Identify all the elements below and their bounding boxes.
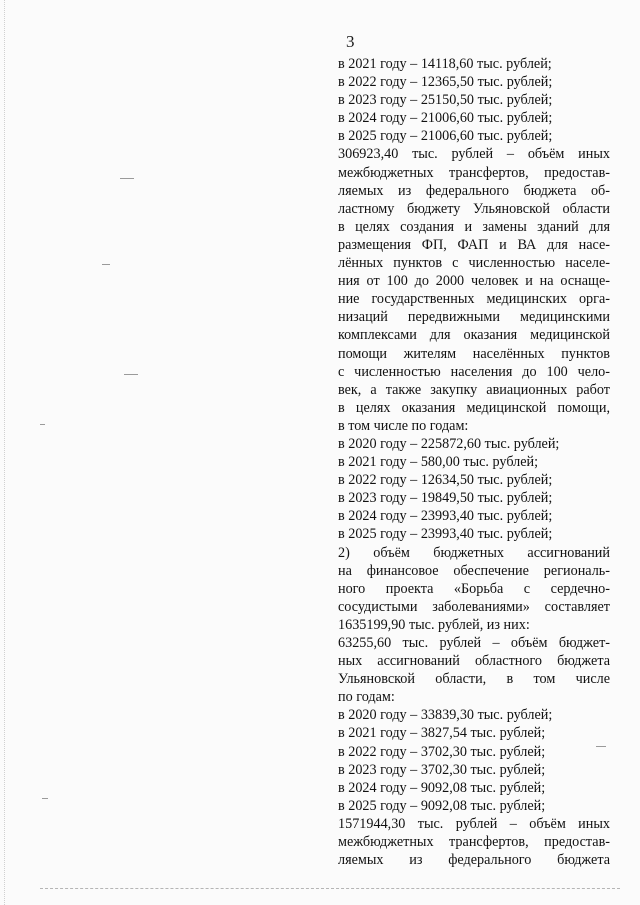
scan-artifact (40, 424, 45, 425)
text-line: лённых пунктов с численностью населе- (338, 255, 610, 272)
page-number: 3 (346, 32, 355, 51)
text-line: в 2020 году – 225872,60 тыс. рублей; (338, 435, 560, 452)
text-line: в 2020 году – 33839,30 тыс. рублей; (338, 707, 553, 724)
text-line: в 2023 году – 3702,30 тыс. рублей; (338, 761, 546, 778)
text-line: на финансовое обеспечение региональ- (338, 562, 610, 579)
text-line: в 2021 году – 14118,60 тыс. рублей; (338, 56, 552, 72)
text-line: век, а также закупку авиационных работ (338, 381, 610, 398)
text-line: помощи жителям населённых пунктов (338, 345, 610, 362)
text-line: Ульяновской области, в том числе (338, 671, 610, 688)
scan-edge-bottom (40, 888, 620, 889)
scan-edge-left (4, 0, 5, 905)
text-line: с численностью населения до 100 чело- (338, 363, 610, 380)
text-line: ния от 100 до 2000 человек и на оснаще- (338, 273, 610, 290)
text-line: в 2025 году – 23993,40 тыс. рублей; (338, 526, 553, 543)
text-line: в том числе по годам: (338, 417, 469, 434)
text-line: в 2025 году – 21006,60 тыс. рублей; (338, 128, 553, 145)
text-line: ных ассигнований областного бюджета (338, 653, 610, 670)
text-line: в 2022 году – 3702,30 тыс. рублей; (338, 743, 546, 760)
text-line: межбюджетных трансфертов, предостав- (338, 164, 610, 181)
text-line: в 2023 году – 25150,50 тыс. рублей; (338, 92, 553, 109)
text-line: ного проекта «Борьба с сердечно- (338, 580, 610, 597)
text-line: ляемых из федерального бюджета об- (338, 182, 610, 199)
text-line: сосудистыми заболеваниями» составляет (338, 598, 610, 615)
scan-artifact (102, 264, 110, 265)
text-line: низаций передвижными медицинскими (338, 309, 610, 326)
scan-artifact (120, 178, 134, 179)
text-line: в 2024 году – 23993,40 тыс. рублей; (338, 508, 553, 525)
text-line: размещения ФП, ФАП и ВА для насе- (338, 236, 610, 253)
text-line: в целях создания и замены зданий для (338, 218, 610, 235)
scan-artifact (42, 798, 48, 799)
text-line: в 2021 году – 580,00 тыс. рублей; (338, 454, 539, 471)
text-line: в 2022 году – 12634,50 тыс. рублей; (338, 472, 553, 489)
text-line: комплексами для оказания медицинской (338, 327, 610, 344)
text-line: в 2024 году – 9092,08 тыс. рублей; (338, 779, 546, 796)
text-line: 63255,60 тыс. рублей – объём бюджет- (338, 635, 610, 651)
text-line: в 2021 году – 3827,54 тыс. рублей; (338, 725, 546, 742)
text-line: в целях оказания медицинской помощи, (338, 399, 610, 416)
text-line: 306923,40 тыс. рублей – объём иных (338, 146, 610, 163)
text-line: межбюджетных трансфертов, предостав- (338, 834, 610, 851)
body-text (338, 55, 610, 869)
text-line: 2) объём бюджетных ассигнований (338, 544, 610, 561)
text-line: ние государственных медицинских орга- (338, 291, 610, 308)
text-line: по годам: (338, 689, 395, 706)
text-line: в 2025 году – 9092,08 тыс. рублей; (338, 797, 546, 814)
text-line: ляемых из федерального бюджета (338, 852, 610, 869)
text-line: в 2022 году – 12365,50 тыс. рублей; (338, 74, 553, 91)
text-line: в 2024 году – 21006,60 тыс. рублей; (338, 110, 553, 127)
text-line: в 2023 году – 19849,50 тыс. рублей; (338, 490, 553, 507)
scan-artifact (596, 746, 606, 747)
text-line: 1571944,30 тыс. рублей – объём иных (338, 815, 610, 832)
scan-artifact (124, 374, 138, 375)
text-line: 1635199,90 тыс. рублей, из них: (338, 616, 530, 633)
text-line: ластному бюджету Ульяновской области (338, 200, 610, 217)
